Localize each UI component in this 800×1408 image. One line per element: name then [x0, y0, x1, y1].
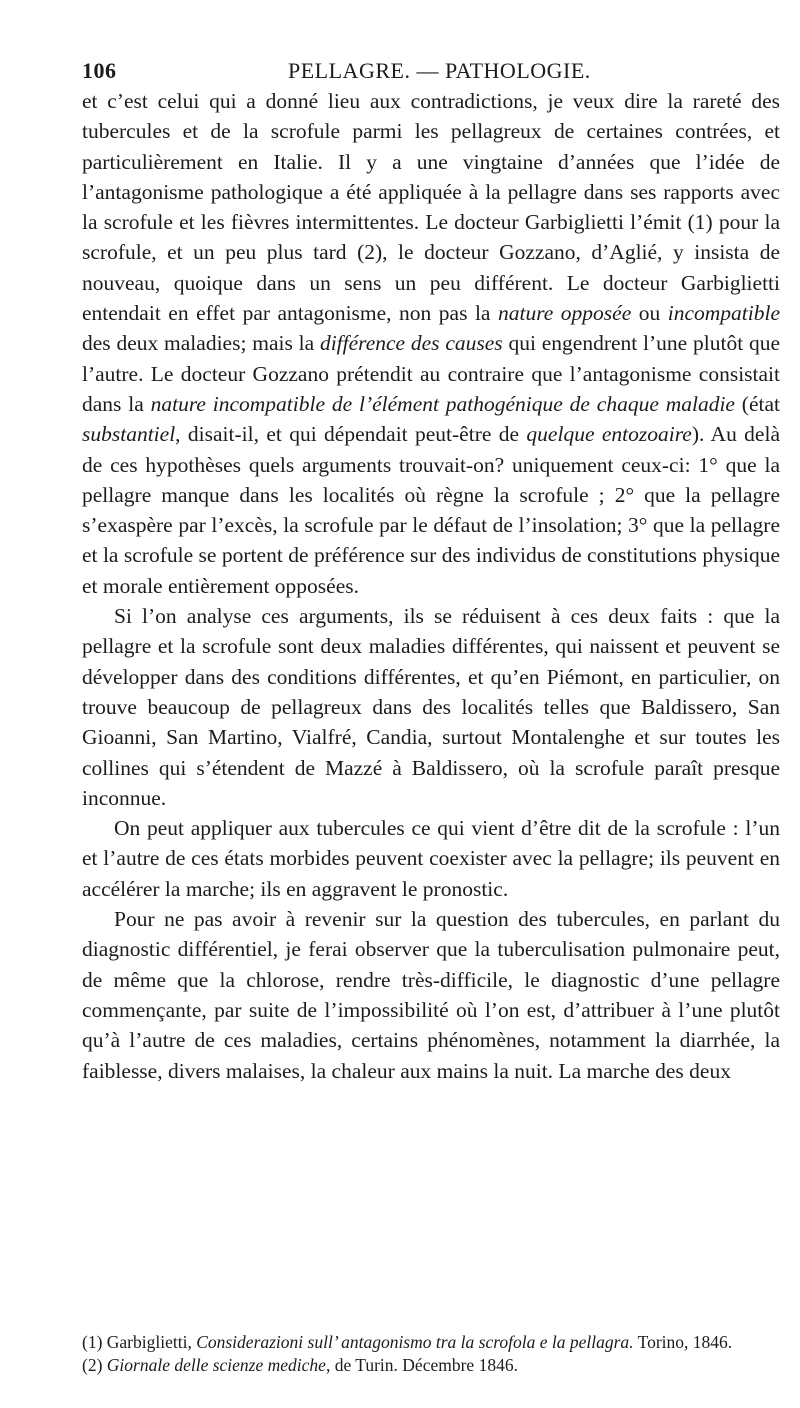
footnotes: [82, 1331, 780, 1376]
text-run: qui engendrent l’une plutôt que l’autre. Le docteur Gozzano prétendit au contraire que l’antagonisme consistait dans la: [82, 331, 781, 416]
footnote-title: Giornale delle scienze mediche: [106, 1354, 326, 1375]
footnote-text: (2): [82, 1354, 107, 1375]
running-header: [82, 58, 772, 88]
footnote-text: (1) Garbiglietti,: [82, 1332, 197, 1352]
paragraph-2: Si l’on analyse ces arguments, ils se réduisent à ces deux faits : que la pellagre et la scrofule sont deux maladies différentes, qui naissent et peuvent se développer dans des conditions différentes, et qu’en Piémont, en particulier, on trouve beaucoup de pellagreux dans des localités telles que Baldissero, San Gioanni, San Martino, Vialfré, Candia, surtout Montalenghe et sur toutes les collines qui s’étendent de Mazzé à Baldissero, où la scrofule paraît presque inconnue.: [82, 604, 780, 810]
footnote-text: Torino, 1846.: [633, 1332, 733, 1352]
text-run: ou: [631, 301, 668, 326]
text-run: ). Au delà de ces hypothèses quels arguments trouvait-on? uniquement ceux-ci: 1° que la pellagre manque dans les localités où règne la scrofule ; 2° que la pellagre s’exaspère par l’excès, la scrofule par le défaut de l’insolation; 3° que la pellagre et la scrofule se portent de préférence sur des individus de constitutions physique et morale entièrement opposées.: [82, 422, 780, 598]
footnote-text: , de Turin. Décembre 1846.: [325, 1354, 518, 1375]
footnote-2: [82, 1354, 780, 1377]
text-run: (état: [734, 391, 780, 416]
footnote-title: Considerazioni sull’ antagonismo tra la scrofola e la pellagra.: [196, 1332, 634, 1352]
paragraph-1: [82, 86, 780, 601]
running-title: PELLAGRE. — PATHOLOGIE.: [288, 58, 591, 83]
paragraph-4: Pour ne pas avoir à revenir sur la question des tubercules, en parlant du diagnostic différentiel, je ferai observer que la tuberculisation pulmonaire peut, de même que la chlorose, rendre très-difficile, le diagnostic d’une pellagre commençante, par suite de l’impossibilité où l’on est, d’attribuer à l’une plutôt qu’à l’autre de ces maladies, certains phénomènes, notamment la diarrhée, la faiblesse, divers malaises, la chaleur aux mains la nuit. La marche des deux: [82, 907, 780, 1083]
footnote-1: [82, 1331, 780, 1354]
body-text: [82, 86, 780, 1086]
italic-run: quelque entozoaire: [526, 422, 692, 447]
text-run: , disait-il, et qui dépendait peut-être de: [175, 422, 527, 447]
page-number: 106: [82, 58, 117, 83]
italic-run: incompatible: [667, 301, 781, 326]
italic-run: nature incompatible de l’élément pathogénique de chaque maladie: [150, 391, 735, 416]
italic-run: nature opposée: [497, 301, 632, 326]
text-run: des deux maladies; mais la: [82, 331, 320, 356]
italic-run: différence des causes: [319, 331, 503, 356]
text-run: et c’est celui qui a donné lieu aux contradictions, je veux dire la rareté des tubercules et de la scrofule parmi les pellagreux de certaines contrées, et particulièrement en Italie. Il y a une vingtaine d’années que l’idée de l’antagonisme pathologique a été appliquée à la pellagre dans ses rapports avec la scrofule et les fièvres intermittentes. Le docteur Garbiglietti l’émit (1) pour la scrofule, et un peu plus tard (2), le docteur Gozzano, d’Aglié, y insista de nouveau, quoique dans un sens un peu différent. Le docteur Garbiglietti entendait en effet par antagonisme, non pas la: [82, 89, 780, 326]
italic-run: substantiel: [82, 422, 176, 447]
paragraph-3: On peut appliquer aux tubercules ce qui vient d’être dit de la scrofule : l’un et l’autre de ces états morbides peuvent coexister avec la pellagre; ils peuvent en accélérer la marche; ils en aggravent le pronostic.: [82, 816, 780, 901]
